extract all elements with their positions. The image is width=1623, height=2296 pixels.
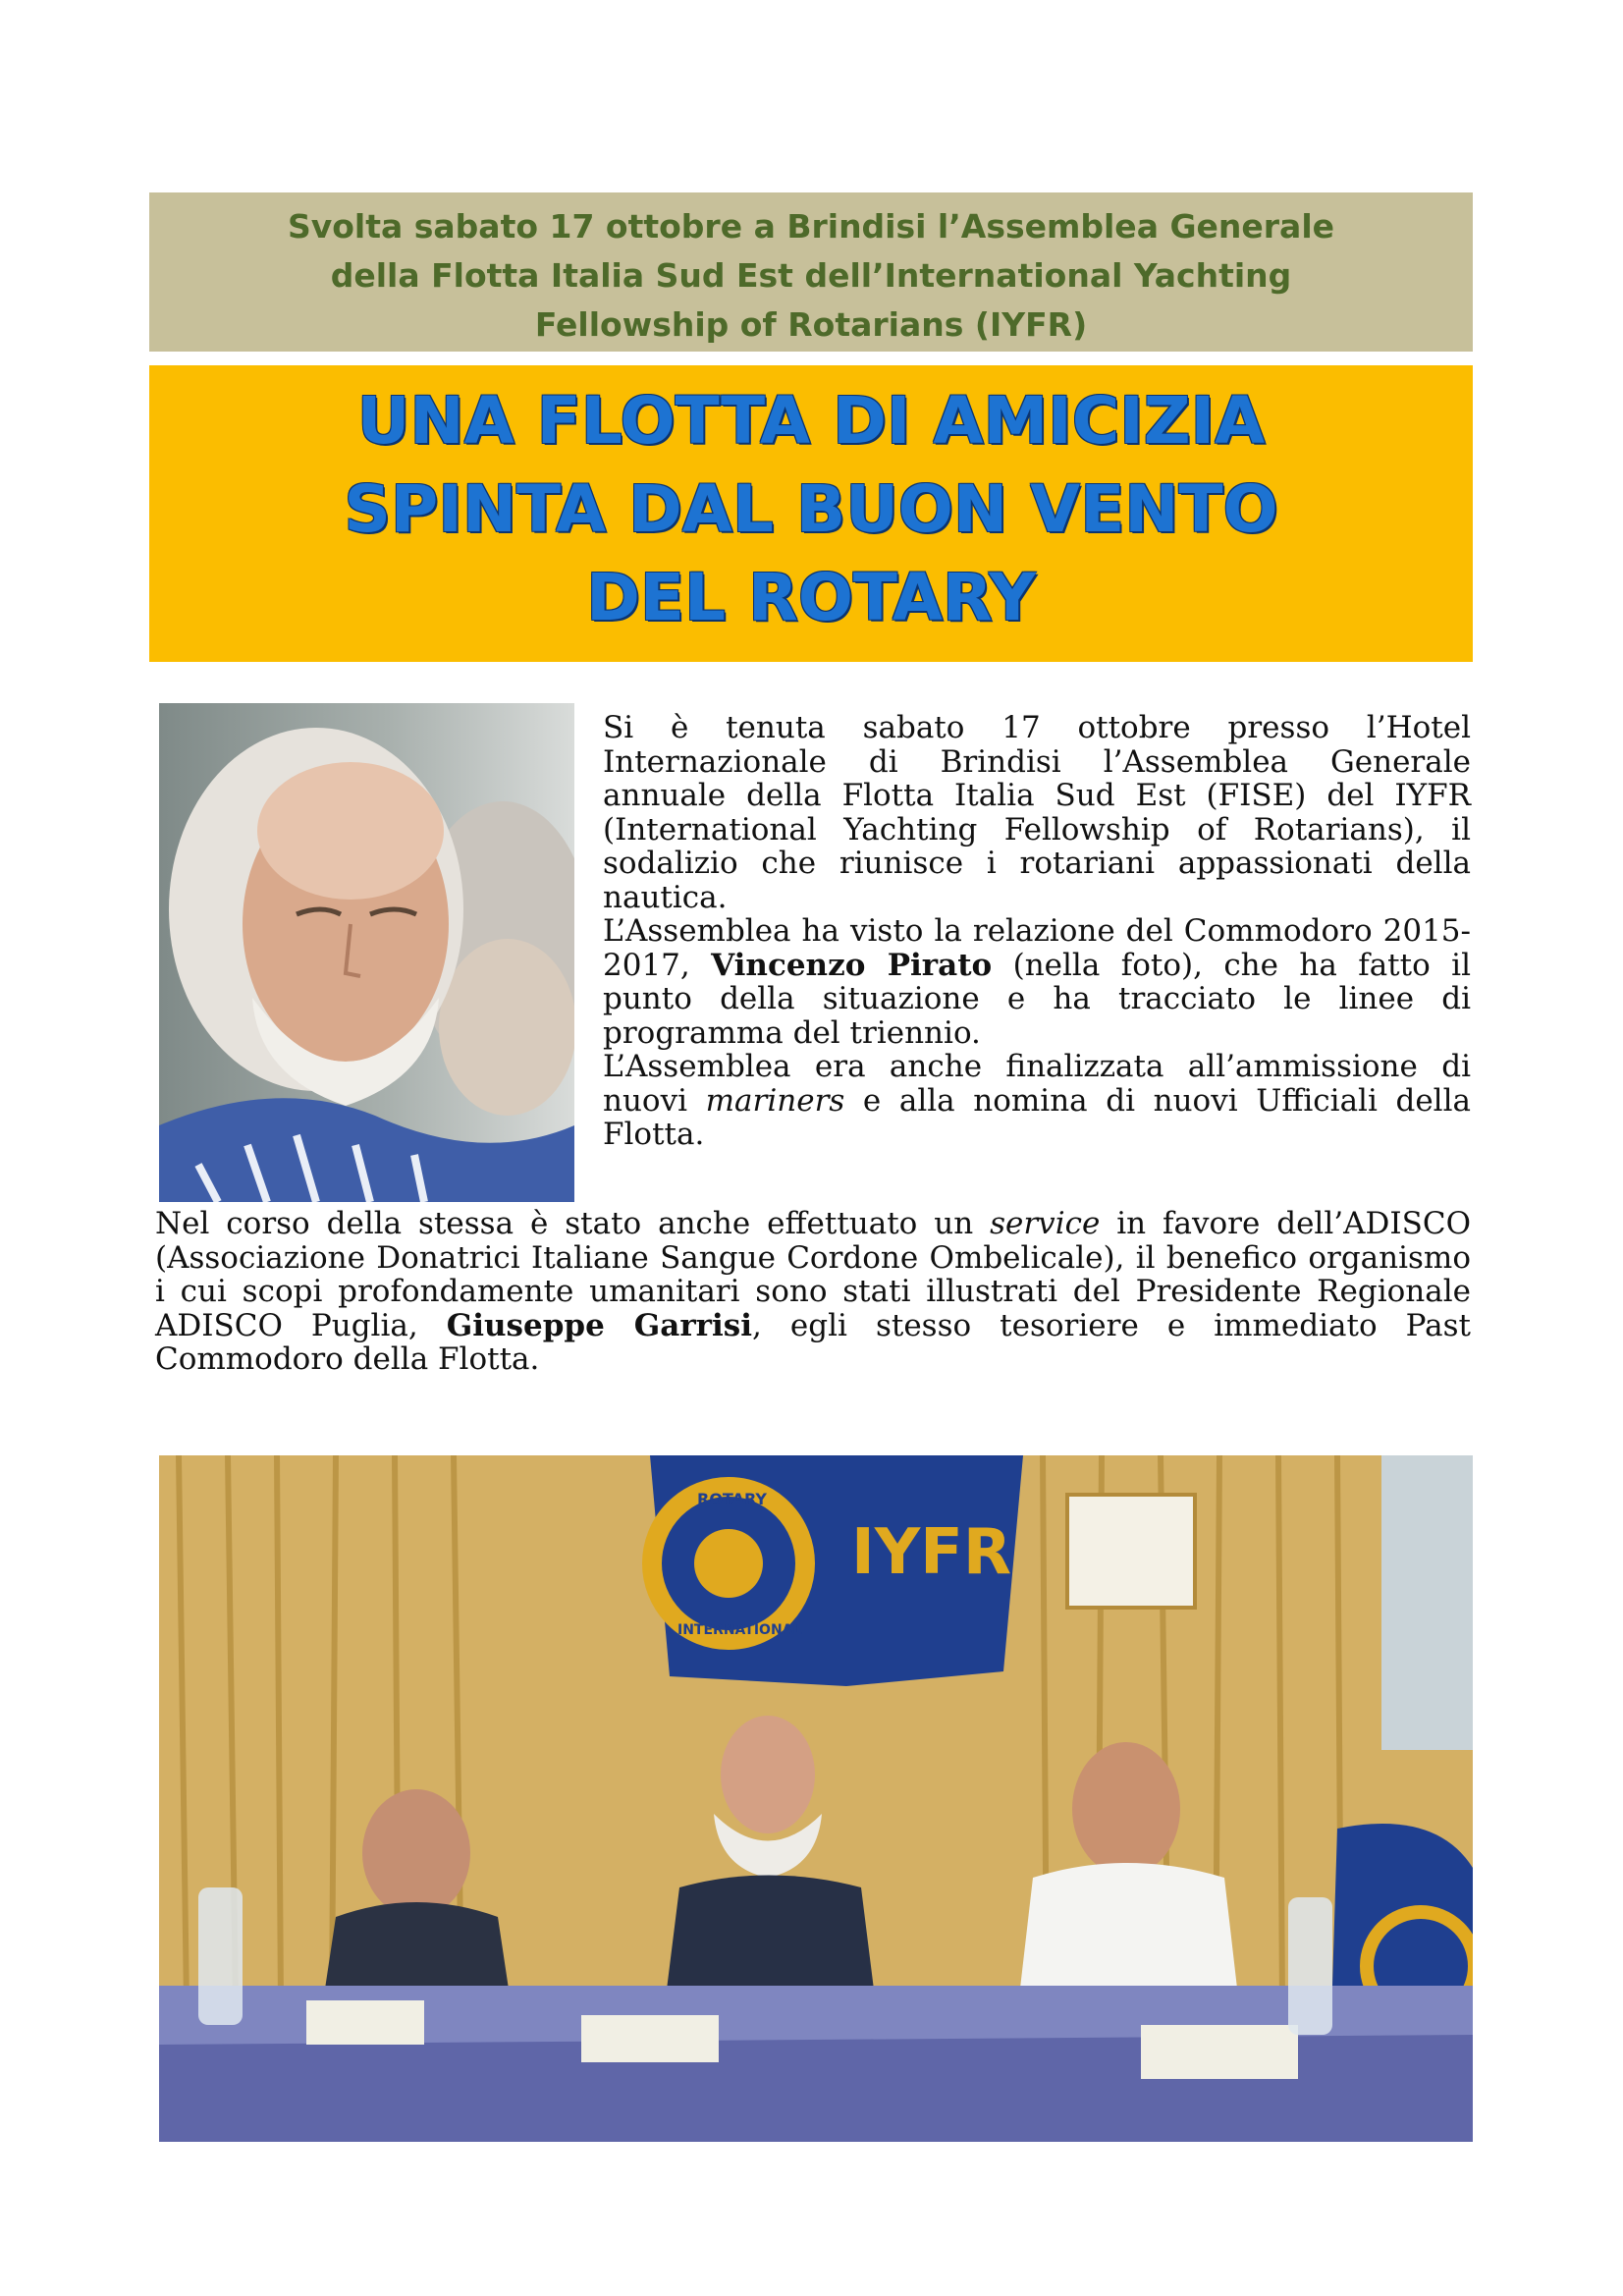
paragraph-4-text-end: , egli stesso tesoriere e immediato Past Commodoro della Flotta.: [155, 1307, 1471, 1377]
name-vincenzo-pirato: Vincenzo Pirato: [711, 947, 993, 983]
article-paragraph-3: [603, 1050, 1471, 1152]
group-photo: [159, 1455, 1473, 2142]
emblem-text-top: ROTARY: [697, 1490, 768, 1508]
portrait-photo: [159, 703, 574, 1202]
article-paragraph-4: [155, 1207, 1471, 1377]
paragraph-4-text: Nel corso della stessa è stato anche effettuato un: [155, 1206, 991, 1241]
emblem-text-bottom: INTERNATIONAL: [677, 1622, 802, 1638]
subheading-line-2: della Flotta Italia Sud Est dell’International Yachting: [330, 256, 1292, 295]
subheading-line-3: Fellowship of Rotarians (IYFR): [534, 305, 1088, 344]
term-mariners: mariners: [705, 1082, 845, 1119]
article-intro: [603, 711, 1471, 1152]
paragraph-4-text-mid: in favore dell’ADISCO (Associazione Donatrici Italiane Sangue Cordone Ombelicale), il benefico organismo i cui scopi profondamente umanitari sono stati illustrati del Presidente Regionale ADISCO Puglia,: [155, 1206, 1471, 1343]
headline-line-3: DEL ROTARY: [586, 560, 1036, 635]
paragraph-2-text: L’Assemblea ha visto la relazione del Commodoro 2015-2017,: [603, 913, 1471, 983]
banner-text: IYFR: [851, 1516, 1012, 1589]
subheading-line-1: Svolta sabato 17 ottobre a Brindisi l’Assemblea Generale: [287, 207, 1335, 246]
paragraph-3-text: L’Assemblea era anche finalizzata all’ammissione di nuovi: [603, 1049, 1471, 1119]
term-service: service: [990, 1206, 1101, 1241]
headline-line-2: SPINTA DAL BUON VENTO: [344, 471, 1278, 547]
paragraph-3-text-end: e alla nomina di nuovi Ufficiali della Flotta.: [603, 1082, 1471, 1152]
headline-line-1: UNA FLOTTA DI AMICIZIA: [356, 383, 1266, 459]
subheading-box: [149, 192, 1473, 352]
paragraph-2-text-end: (nella foto), che ha fatto il punto della situazione e ha tracciato le linee di programma del triennio.: [603, 947, 1471, 1051]
article-paragraph-1: Si è tenuta sabato 17 ottobre presso l’Hotel Internazionale di Brindisi l’Assemblea Generale annuale della Flotta Italia Sud Est (FISE) del IYFR (International Yachting Fellowship of Rotarians), il sodalizio che riunisce i rotariani appassionati della nautica.: [603, 710, 1471, 915]
article-continuation: [155, 1207, 1471, 1377]
article-paragraph-2: [603, 914, 1471, 1050]
headline-box: [149, 365, 1473, 662]
name-giuseppe-garrisi: Giuseppe Garrisi: [446, 1307, 753, 1343]
